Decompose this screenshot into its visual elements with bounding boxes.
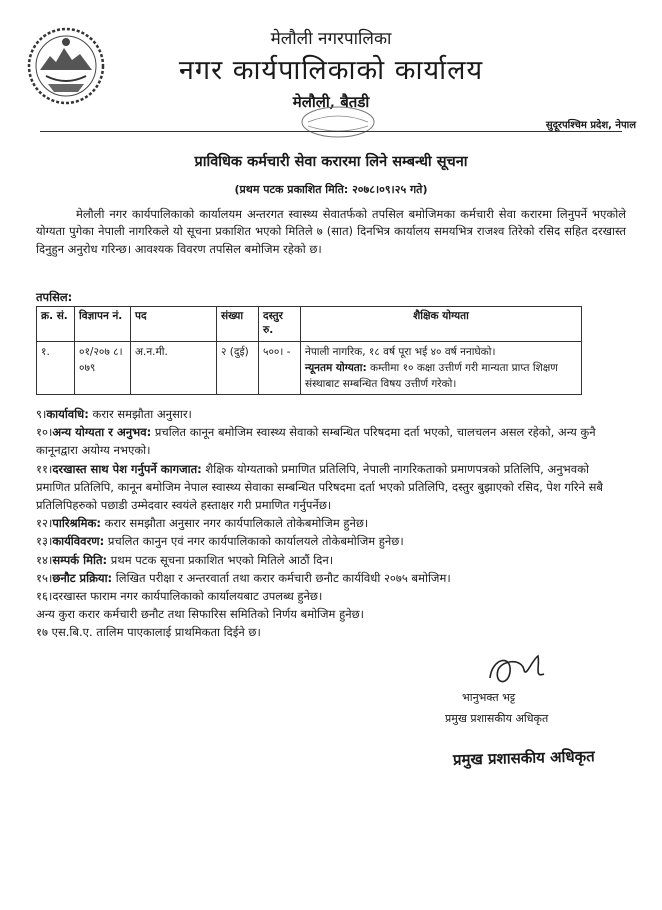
cell-count: २ (दुई)	[217, 342, 259, 395]
col-header-count: संख्या	[217, 307, 259, 342]
header-divider	[40, 131, 622, 132]
office-name: नगर कार्यपालिकाको कार्यालय	[178, 55, 484, 86]
publication-date: (प्रथम पटक प्रकाशित मिति: २०७८।०९।२५ गते)	[234, 183, 428, 196]
signatory-name: भानुभक्त भट्ट	[462, 691, 516, 704]
list-item: १३।कार्यविवरण: प्रचलित कानुन एवं नगर कार्यपालिकाको कार्यालयले तोकेबमोजिम हुनेछ।	[36, 534, 404, 549]
office-stamp-icon	[298, 104, 378, 140]
requirements-table	[36, 306, 582, 395]
list-item: १५।छनौट प्रक्रिया: लिखित परीक्षा र अन्तरवार्ता तथा करार कर्मचारी छनौट कार्यविधी २०७५ बमोजिम।	[36, 570, 451, 585]
min-qualification-label: न्यूनतम योग्यता:	[305, 362, 367, 374]
province-label: सुदूरपश्चिम प्रदेश, नेपाल	[545, 120, 636, 131]
table-row	[37, 342, 582, 395]
cell-adv-no: ०१/२०७ ८।०७९	[75, 342, 131, 395]
col-header-post: पद	[131, 307, 217, 342]
col-header-sn: क्र. सं.	[37, 307, 75, 342]
signatory-stamp: प्रमुख प्रशासकीय अधिकृत	[452, 747, 595, 769]
list-item: ११।दरखास्त साथ पेश गर्नुपर्ने कागजात: शैक्षिक योग्यताको प्रमाणित प्रतिलिपि, नेपाली नागरिकताको प्रमाणपत्रको प्रतिलिपि, अनुभवको प्रमाणित प्रतिलिपि, कानून बमोजिम नेपाल स्वास्थ्य सेवाका सम्बन्धित परिषदमा दर्ता भएको प्रतिलिपि, दस्तुर बुझाएको रसिद, पेश गरिने सबै प्रतिलिपिहरुको पछाडी उम्मेदवार स्वयंले हस्ताक्षर गरी प्रमाणित गर्नुपर्नेछ।	[36, 461, 603, 513]
col-header-fee: दस्तुर रु.	[259, 307, 301, 342]
tapsil-label: तपसिल:	[36, 290, 73, 304]
intro-paragraph: मेलौली नगर कार्यपालिकाको कार्यालयम अन्तरगत स्वास्थ्य सेवातर्फको तपसिल बमोजिमका कर्मचारी सेवा करारमा लिनुपर्ने भएकोले योग्यता पुगेका नेपाली नागरिकले यो सूचना प्रकाशित भएको मितिले ७ (सात) दिनभित्र कार्यालय समयभित्र राजश्व तिरेको रसिद सहित दरखास्त दिनुहुन अनुरोध गरिन्छ। आवश्यक विवरण तपसिल बमोजिम रहेको छ।	[36, 207, 626, 256]
list-item: १४।सम्पर्क मिति: प्रथम पटक सूचना प्रकाशित भएको मितिले आठौं दिन।	[36, 552, 334, 567]
min-qualification-text: कम्तीमा १० कक्षा उत्तीर्ण गरी मान्यता प्राप्त शिक्षण संस्थाबाट सम्बन्धित विषय उत्तीर्ण गरेको।	[305, 362, 558, 390]
cell-qualification	[301, 342, 582, 395]
municipality-name: मेलौली नगरपालिका	[270, 29, 392, 49]
signature-icon	[482, 648, 552, 692]
list-item: १०।अन्य योग्यता र अनुभव: प्रचलित कानून बमोजिम स्वास्थ्य सेवाको सम्बन्धित परिषदमा दर्ता भएको, चालचलन असल रहेको, अन्य कुनै कानूनद्वारा अयोग्य नभएको।	[36, 425, 596, 458]
list-item: १६।दरखास्त फाराम नगर कार्यपालिकाको कार्यालयबाट उपलब्ध हुनेछ।	[36, 589, 323, 604]
list-item: १७ एस.बि.ए. तालिम पाएकालाई प्राथमिकता दिईने छ।	[36, 625, 261, 640]
cell-fee: ५००। -	[259, 342, 301, 395]
cell-post: अ.न.मी.	[131, 342, 217, 395]
qualification-line-2	[305, 360, 577, 392]
list-item: ९।कार्यावधि: करार समझौता अनुसार।	[36, 407, 192, 421]
list-item: १२।पारिश्रमिक: करार समझौता अनुसार नगर कार्यपालिकाले तोकेबमोजिम हुनेछ।	[36, 516, 369, 531]
cell-sn: १.	[37, 342, 75, 395]
table-header-row	[37, 307, 582, 342]
qualification-line-1: नेपाली नागरिक, १८ वर्ष पूरा भई ४० वर्ष ननाघेको।	[305, 346, 496, 358]
list-item: अन्य कुरा करार कर्मचारी छनौट तथा सिफारिस समितिको निर्णय बमोजिम हुनेछ।	[36, 607, 364, 622]
office-location: मेलौली, बैतडी	[292, 93, 370, 111]
notice-title: प्राविधिक कर्मचारी सेवा करारमा लिने सम्बन्धी सूचना	[194, 153, 468, 170]
col-header-adv-no: विज्ञापन नं.	[75, 307, 131, 342]
signatory-title: प्रमुख प्रशासकीय अधिकृत	[445, 712, 549, 725]
col-header-qualification: शैक्षिक योग्यता	[301, 307, 582, 342]
notice-items	[36, 405, 626, 642]
